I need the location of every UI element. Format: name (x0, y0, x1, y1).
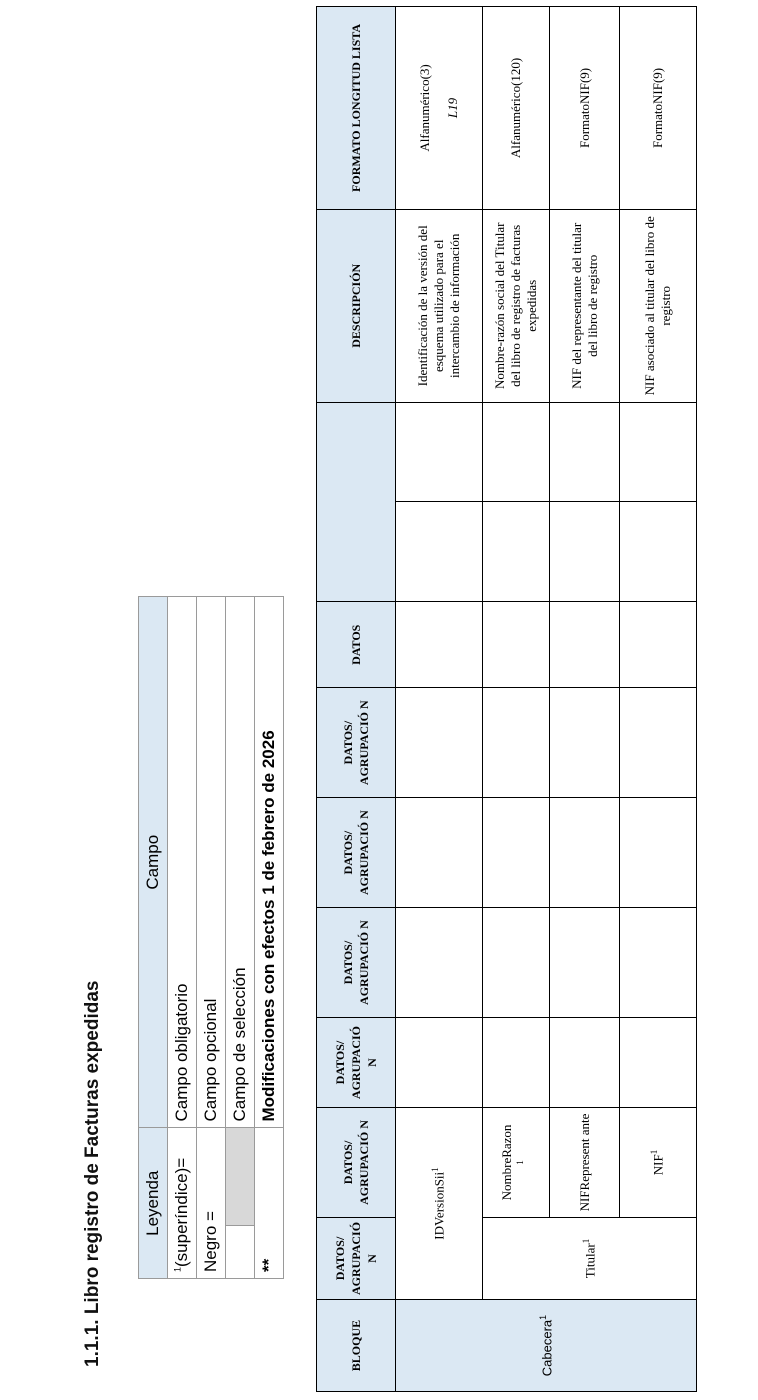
empty-cell (620, 602, 697, 688)
empty-cell (483, 688, 550, 798)
format-cell: FormatoNIF(9) (550, 7, 620, 210)
format-cell: FormatoNIF(9) (620, 7, 697, 210)
header-descripcion: DESCRIPCIÓN (317, 209, 396, 402)
empty-cell (550, 798, 620, 908)
legend-swatch-grey (226, 1128, 255, 1226)
empty-cell (483, 402, 550, 502)
bloque-cell (396, 1300, 697, 1392)
empty-cell (620, 908, 697, 1018)
header-datos-2: DATOS/ AGRUPACIÓ N (317, 1108, 396, 1218)
superscript-mark: 1 (515, 1160, 526, 1165)
description-cell: NIF del representante del titular del libro de registro (550, 209, 620, 402)
legend-key-superindex (168, 1128, 197, 1279)
header-datos-6: DATOS/ AGRUPACIÓ N (317, 688, 396, 798)
empty-cell (483, 798, 550, 908)
legend-key-blank (226, 1226, 255, 1279)
header-datos: DATOS (317, 602, 396, 688)
legend-key-asterisks: ** (255, 1128, 284, 1279)
empty-cell (396, 688, 483, 798)
empty-cell (550, 908, 620, 1018)
empty-cell (396, 908, 483, 1018)
header-bloque: BLOQUE (317, 1300, 396, 1392)
header-datos-4: DATOS/ AGRUPACIÓ N (317, 908, 396, 1018)
empty-cell (396, 798, 483, 908)
legend-key-negro: Negro = (197, 1128, 226, 1279)
description-cell: Nombre-razón social del Titular del libro de registro de facturas expedidas (483, 209, 550, 402)
field-name-cell (620, 1108, 697, 1218)
empty-cell (483, 1018, 550, 1108)
empty-cell (396, 1018, 483, 1108)
table-row (550, 7, 620, 1392)
header-row (317, 7, 396, 1392)
section-title: 1.1.1. Libro registro de Facturas expedidas (82, 980, 103, 1367)
superscript-mark: 1 (580, 1238, 591, 1244)
header-blank (317, 402, 396, 602)
field-name: NIF (650, 1154, 666, 1176)
empty-cell (396, 402, 483, 502)
empty-cell (620, 502, 697, 602)
list-code: L19 (445, 97, 460, 119)
fields-table (316, 6, 697, 1392)
legend-value-obligatorio: Campo obligatorio (168, 597, 197, 1128)
field-name-cell: NIFRepresent ante (550, 1108, 620, 1218)
header-datos-3: DATOS/ AGRUPACIÓ N (317, 1018, 396, 1108)
superscript-mark: 1 (537, 1314, 548, 1320)
format-cell: Alfanumérico(120) (483, 7, 550, 210)
superscript-mark: 1 (430, 1167, 441, 1172)
format-cell (396, 7, 483, 210)
field-name: IDVersionSii (431, 1171, 447, 1240)
description-cell: NIF asociado al titular del libro de registro (620, 209, 697, 402)
table-row (620, 7, 697, 1392)
empty-cell (620, 798, 697, 908)
table-row (483, 7, 550, 1392)
empty-cell (483, 602, 550, 688)
empty-cell (396, 502, 483, 602)
empty-cell (550, 502, 620, 602)
empty-cell (550, 402, 620, 502)
empty-cell (396, 602, 483, 688)
empty-cell (550, 688, 620, 798)
field-name-cell (483, 1108, 550, 1218)
empty-cell (620, 1018, 697, 1108)
empty-cell (620, 402, 697, 502)
description-cell: Identificación de la versión del esquema utilizado para el intercambio de información (396, 209, 483, 402)
legend-table (138, 596, 284, 1279)
empty-cell (550, 602, 620, 688)
superscript-mark: 1 (172, 1266, 183, 1272)
legend-key-text: (superíndice)= (172, 1157, 191, 1267)
field-name-cell (396, 1108, 483, 1300)
legend-header-leyenda: Leyenda (139, 1128, 168, 1279)
header-datos-5: DATOS/ AGRUPACIÓ N (317, 798, 396, 908)
format-text: Alfanumérico(3) (417, 64, 432, 152)
legend-value-modificaciones: Modificaciones con efectos 1 de febrero de 2026 (255, 597, 284, 1128)
group-name-cell (483, 1217, 697, 1299)
header-datos-1: DATOS/ AGRUPACIÓ N (317, 1217, 396, 1299)
empty-cell (483, 908, 550, 1018)
bloque-label: Cabecera (539, 1319, 555, 1377)
empty-cell (483, 502, 550, 602)
header-formato: FORMATO LONGITUD LISTA (317, 7, 396, 210)
legend-value-seleccion: Campo de selección (226, 597, 255, 1128)
legend-value-opcional: Campo opcional (197, 597, 226, 1128)
empty-cell (620, 688, 697, 798)
group-name: Titular (582, 1243, 598, 1279)
superscript-mark: 1 (649, 1149, 660, 1155)
table-row (396, 7, 483, 1392)
field-name: NombreRazon (499, 1124, 515, 1201)
legend-header-campo: Campo (139, 597, 168, 1128)
empty-cell (550, 1018, 620, 1108)
